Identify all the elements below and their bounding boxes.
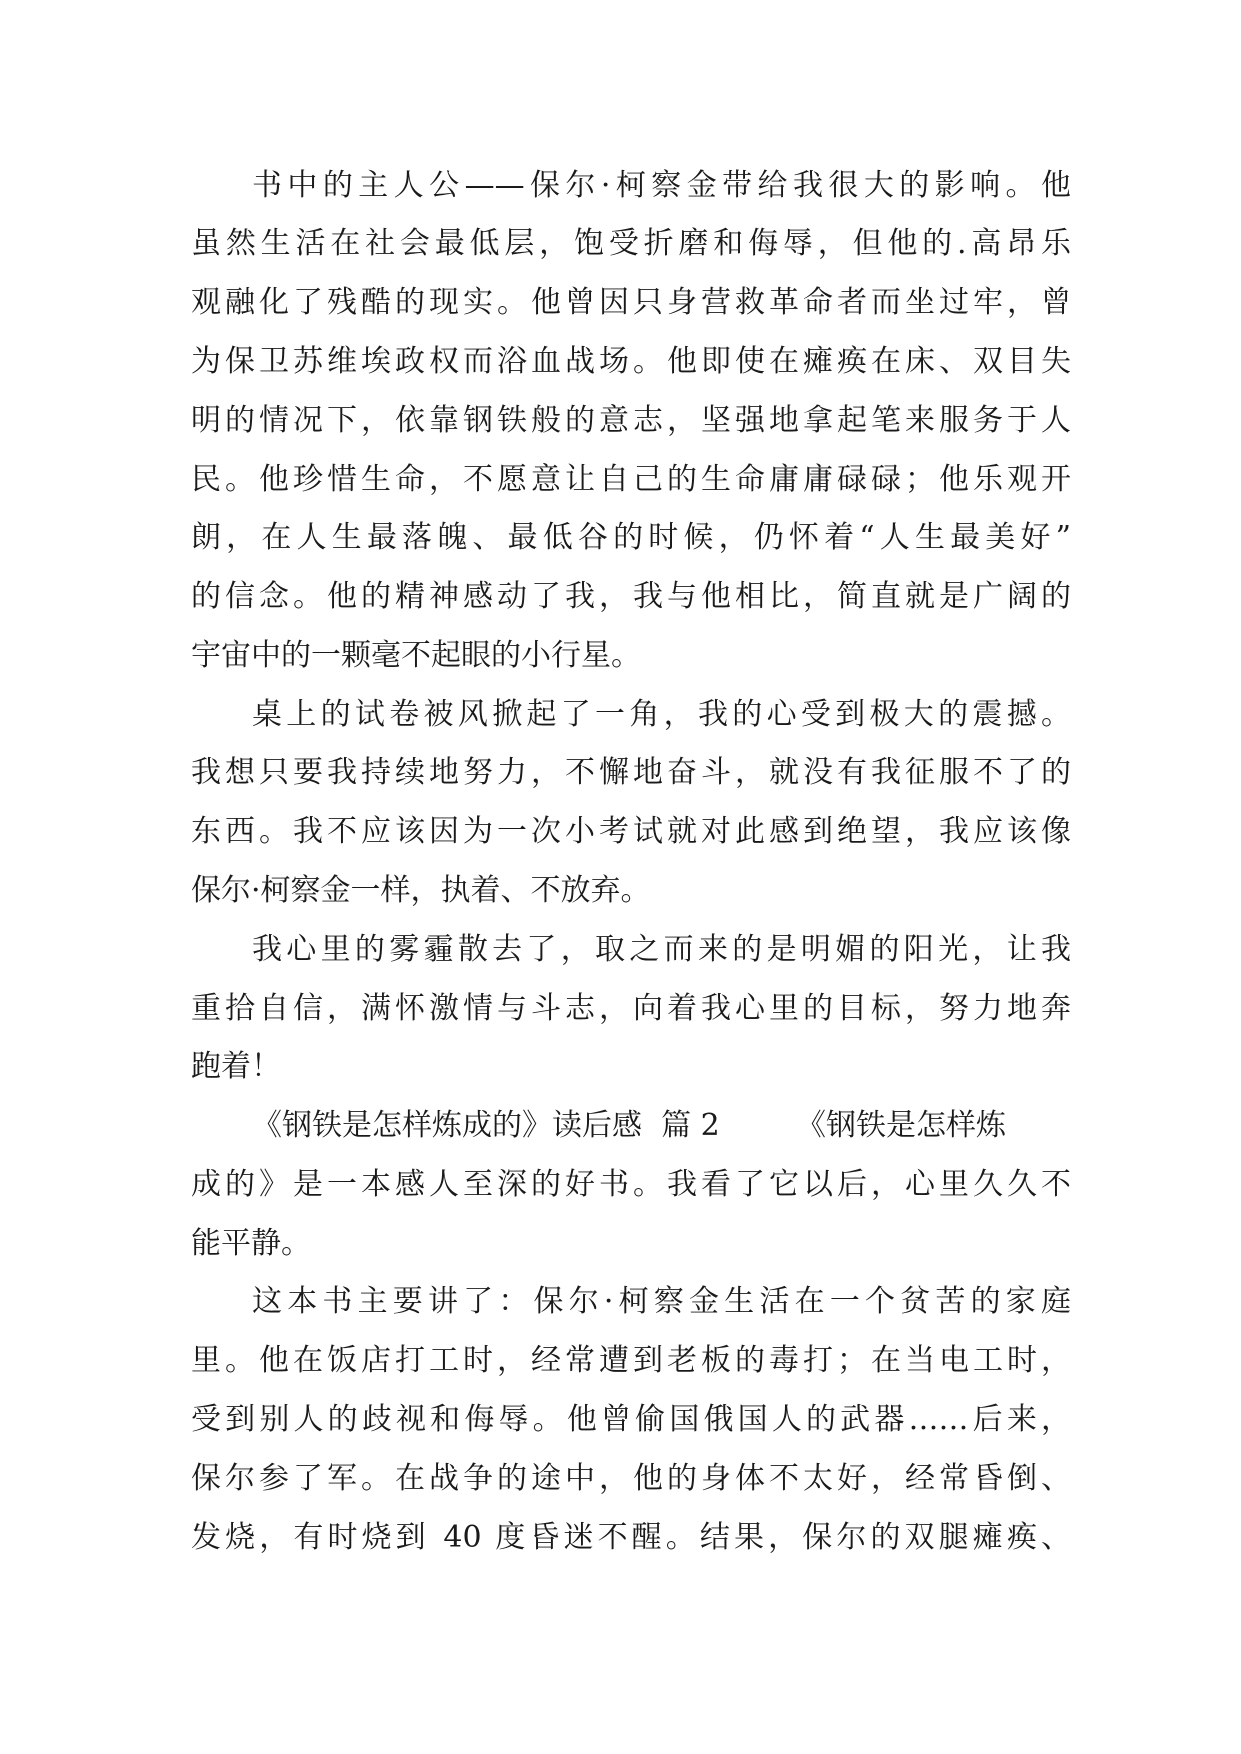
text-line: 保尔·柯察金一样，执着、不放弃。 <box>191 873 651 908</box>
text-line: 朗，在人生最落魄、最低谷的时候，仍怀着“人生最美好” <box>191 520 1071 555</box>
text-line: 桌上的试卷被风掀起了一角，我的心受到极大的震撼。 <box>252 697 1071 732</box>
text-line: 成的》是一本感人至深的好书。我看了它以后，心里久久不 <box>191 1167 1071 1202</box>
text-line: 虽然生活在社会最低层，饱受折磨和侮辱，但他的.高昂乐 <box>191 226 1071 261</box>
text-line: 跑着！ <box>191 1049 281 1084</box>
text-line: 里。他在饭店打工时，经常遭到老板的毒打；在当电工时， <box>191 1343 1071 1378</box>
text-line: 发烧，有时烧到 40 度昏迷不醒。结果，保尔的双腿瘫痪、 <box>191 1520 1071 1555</box>
section-heading-line: 《钢铁是怎样炼成的》读后感 篇 2 《钢铁是怎样炼 <box>252 1108 1006 1143</box>
text-line: 明的情况下，依靠钢铁般的意志，坚强地拿起笔来服务于人 <box>191 403 1071 438</box>
text-line: 我想只要我持续地努力，不懈地奋斗，就没有我征服不了的 <box>191 755 1071 790</box>
text-line: 东西。我不应该因为一次小考试就对此感到绝望，我应该像 <box>191 814 1071 849</box>
text-line: 能平静。 <box>191 1226 311 1261</box>
text-line: 的信念。他的精神感动了我，我与他相比，简直就是广阔的 <box>191 579 1071 614</box>
text-line: 民。他珍惜生命，不愿意让自己的生命庸庸碌碌；他乐观开 <box>191 462 1071 497</box>
text-line: 为保卫苏维埃政权而浴血战场。他即使在瘫痪在床、双目失 <box>191 344 1071 379</box>
text-line: 受到别人的歧视和侮辱。他曾偷国俄国人的武器……后来， <box>191 1402 1071 1437</box>
text-line: 这本书主要讲了：保尔·柯察金生活在一个贫苦的家庭 <box>252 1284 1071 1319</box>
text-line: 书中的主人公——保尔·柯察金带给我很大的影响。他 <box>252 168 1071 203</box>
text-line: 重拾自信，满怀激情与斗志，向着我心里的目标，努力地奔 <box>191 991 1071 1026</box>
text-line: 宇宙中的一颗毫不起眼的小行星。 <box>191 638 641 673</box>
text-line: 我心里的雾霾散去了，取之而来的是明媚的阳光，让我 <box>252 932 1071 967</box>
text-line: 观融化了残酷的现实。他曾因只身营救革命者而坐过牢，曾 <box>191 285 1071 320</box>
text-line: 保尔参了军。在战争的途中，他的身体不太好，经常昏倒、 <box>191 1461 1071 1496</box>
